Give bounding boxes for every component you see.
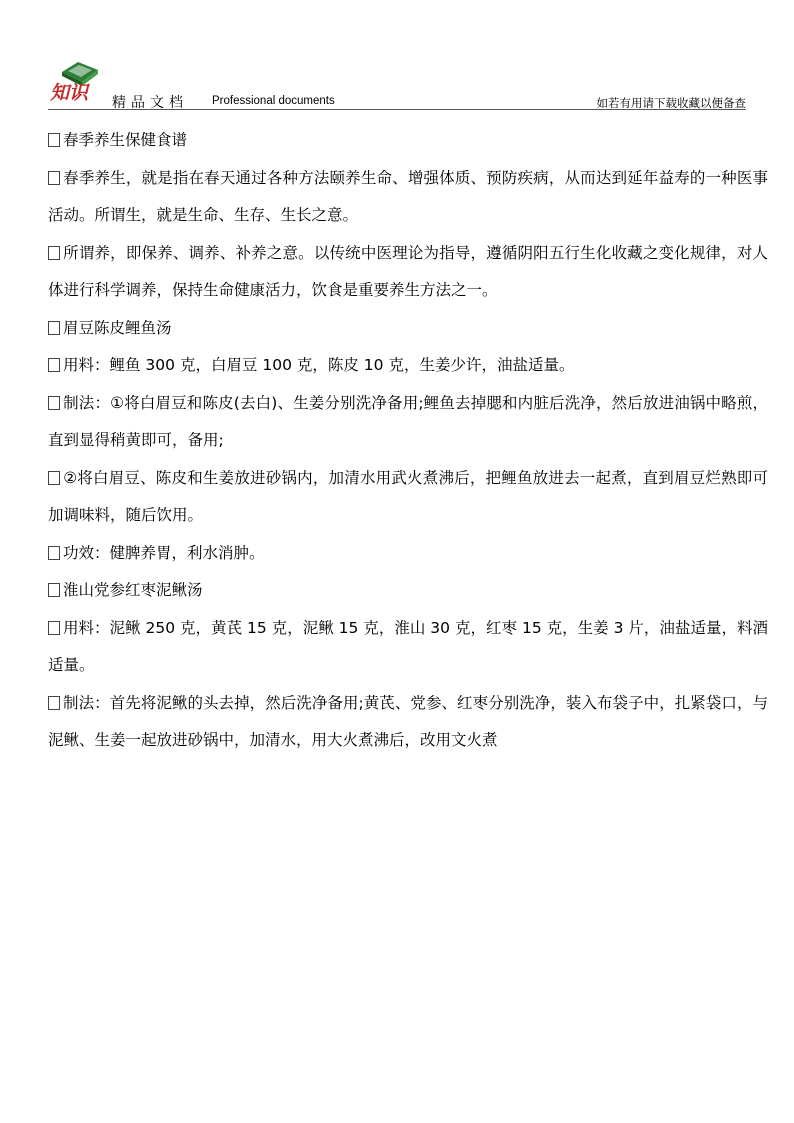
book-logo-icon: [48, 52, 106, 102]
checkbox-glyph-icon: [48, 171, 60, 185]
header-note: 如若有用请下载收藏以便备查: [596, 96, 746, 110]
paragraph: 所谓养，即保养、调养、补养之意。以传统中医理论为指导，遵循阴阳五行生化收藏之变化规律，对人体进行科学调养，保持生命健康活力，饮食是重要养生方法之一。: [48, 243, 768, 299]
paragraph: 春季养生，就是指在春天通过各种方法颐养生命、增强体质、预防疾病，从而达到延年益寿的一种医事活动。所谓生，就是生命、生存、生长之意。: [48, 168, 768, 224]
header-divider: [48, 109, 746, 110]
paragraph: ②将白眉豆、陈皮和生姜放进砂锅内，加清水用武火煮沸后，把鲤鱼放进去一起煮，直到眉豆烂熟即可加调味料，随后饮用。: [48, 468, 768, 524]
checkbox-glyph-icon: [48, 696, 60, 710]
paragraph: 眉豆陈皮鲤鱼汤: [48, 310, 768, 348]
paragraph: 制法：①将白眉豆和陈皮(去白)、生姜分别洗净备用;鲤鱼去掉腮和内脏后洗净，然后放进油锅中略煎，直到显得稍黄即可，备用;: [48, 393, 768, 449]
checkbox-glyph-icon: [48, 396, 60, 410]
page-header: [0, 0, 794, 112]
svg-text:知识: 知识: [50, 82, 89, 102]
checkbox-glyph-icon: [48, 246, 60, 260]
checkbox-glyph-icon: [48, 583, 60, 597]
paragraph: 制法：首先将泥鳅的头去掉，然后洗净备用;黄芪、党参、红枣分别洗净，装入布袋子中，扎紧袋口，与泥鳅、生姜一起放进砂锅中，加清水，用大火煮沸后，改用文火煮: [48, 693, 768, 749]
paragraph: 功效：健脾养胃，利水消肿。: [48, 535, 768, 573]
paragraph: 用料：泥鳅 250 克，黄芪 15 克，泥鳅 15 克，淮山 30 克，红枣 15 克，生姜 3 片，油盐适量，料酒适量。: [48, 618, 768, 674]
checkbox-glyph-icon: [48, 358, 60, 372]
checkbox-glyph-icon: [48, 133, 60, 147]
brand-english: Professional documents: [212, 95, 335, 107]
checkbox-glyph-icon: [48, 471, 60, 485]
checkbox-glyph-icon: [48, 321, 60, 335]
checkbox-glyph-icon: [48, 621, 60, 635]
checkbox-glyph-icon: [48, 546, 60, 560]
paragraph: 春季养生保健食谱: [48, 122, 768, 160]
brand-chinese: 精品文档: [112, 95, 188, 111]
paragraph: 用料：鲤鱼 300 克，白眉豆 100 克，陈皮 10 克，生姜少许，油盐适量。: [48, 347, 768, 385]
paragraph: 淮山党参红枣泥鳅汤: [48, 572, 768, 610]
document-body: [48, 122, 768, 760]
